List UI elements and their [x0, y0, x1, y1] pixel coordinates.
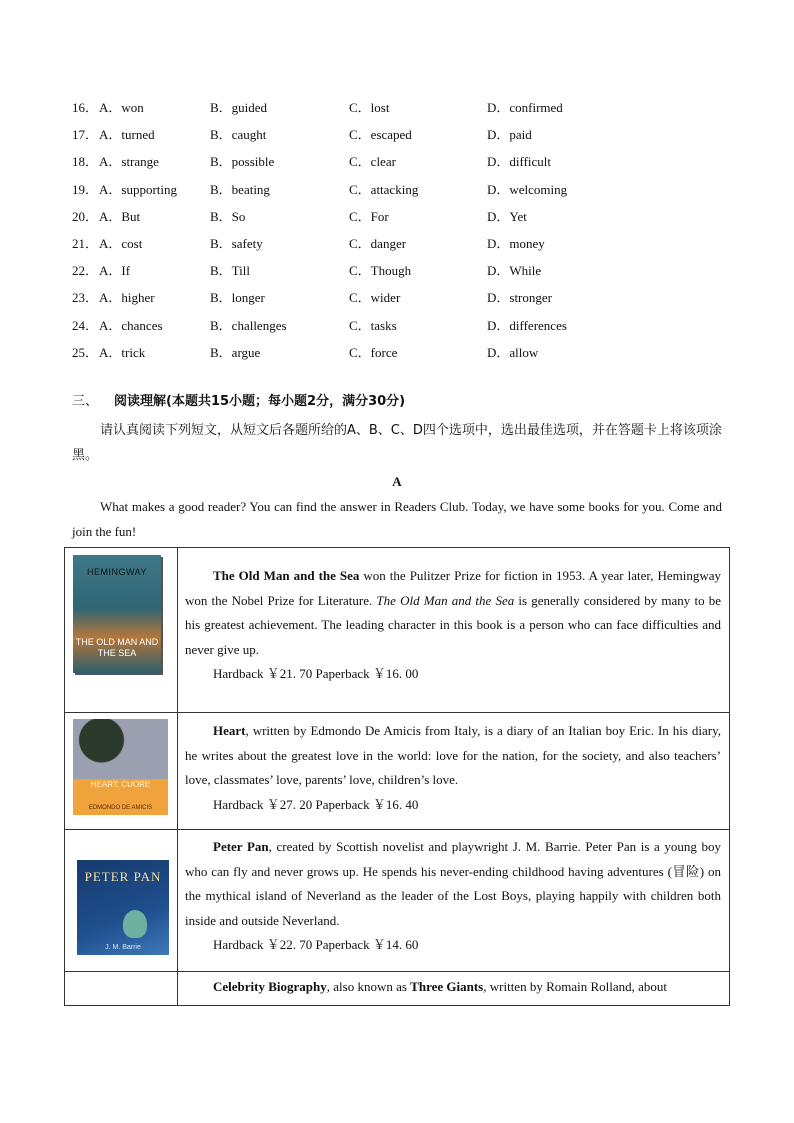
section-number: 三、 [72, 394, 99, 409]
option-row: 18． A．strange B．possible C．clear D．difficult [72, 154, 552, 170]
table-row [65, 548, 730, 713]
cover-author: J. M. Barrie [105, 944, 141, 951]
desc-text: is generally considered by many to be his greatest achievement. The leading character in this book is a person who can face difficulties and never give up. [185, 592, 722, 657]
book-title: Celebrity Biography [213, 979, 327, 994]
heart-cover-image [73, 719, 168, 815]
desc-text: , also known as [326, 979, 411, 994]
desc-text: , written by Edmondo De Amicis from Italy, is a diary of an Italian boy Eric. In his diary, he writes about the greatest love in the world: love for the nation, for the society, and also teachers’ love, classmates’ love, parents’ love, children’s love. [185, 723, 721, 788]
book-title-alt: Three Giants [410, 979, 484, 994]
book-price: Hardback ￥22. 70 Paperback ￥14. 60 [213, 937, 419, 953]
peter-pan-cover-image [77, 860, 169, 955]
cover-art [123, 910, 147, 938]
option-row: 22． A．If B．Till C．Though D．While [72, 263, 542, 279]
books-table [64, 547, 730, 1006]
passage-letter: A [392, 474, 402, 489]
cover-title: THE OLD MAN AND THE SEA [75, 637, 159, 658]
book-cover-cell [65, 972, 178, 1006]
option-row: 24． A．chances B．challenges C．tasks D．differences [72, 317, 567, 333]
book-cover-cell [65, 830, 178, 972]
book-description [185, 564, 721, 662]
section-instruction: 请认真阅读下列短文，从短文后各题所给的A、B、C、D四个选项中，选出最佳选项，并在答题卡上将该项涂黑。 [72, 423, 722, 463]
desc-text: won the Pulitzer Prize for fiction in 1953. A year later, Hemingway won the Nobel Prize for Literature. [185, 568, 721, 608]
option-row: 23． A．higher B．longer C．wider D．stronger [72, 290, 552, 306]
option-row: 21． A．cost B．safety C．danger D．money [72, 235, 545, 251]
book-cover-cell [65, 548, 178, 713]
section-heading [72, 390, 405, 409]
desc-italic-title: The Old Man and the Sea [376, 592, 515, 608]
options-list [72, 94, 732, 366]
table-row [65, 972, 730, 1006]
cover-author: HEMINGWAY [87, 567, 147, 577]
cover-title: HEART: CUORE [90, 780, 151, 789]
book-title: Peter Pan [213, 839, 269, 854]
cover-title: PETER PAN [84, 869, 162, 884]
desc-text: , created by Scottish novelist and playwright J. M. Barrie. Peter Pan is a young boy who can fly and never grows up. He spends his never-ending childhood having adventures (冒险) on the mythical island of Neverland as the leader of the Lost Boys, playing happily with children both inside and outside Neverland. [185, 839, 721, 928]
book-cover-cell [65, 713, 178, 830]
option-row: 25． A．trick B．argue C．force D．allow [72, 344, 539, 360]
option-row: 19． A．supporting B．beating C．attacking D．welcoming [72, 181, 568, 197]
book-description-cell [178, 548, 730, 713]
book-description-cell [178, 972, 730, 1006]
cover-art [73, 719, 168, 779]
option-row: 17． A．turned B．caught C．escaped D．paid [72, 127, 532, 143]
cover-author: EDMONDO DE AMICIS [88, 805, 153, 811]
passage-intro: What makes a good reader? You can find the answer in Readers Club. Today, we have some books for you. Come and join the fun! [72, 499, 722, 539]
table-row [65, 713, 730, 830]
book-description [185, 719, 721, 793]
book-title: The Old Man and the Sea [213, 568, 360, 583]
book-price: Hardback ￥27. 20 Paperback ￥16. 40 [213, 796, 419, 812]
book-description [185, 975, 721, 1000]
old-man-sea-cover-image [73, 555, 161, 673]
option-row: 16． A．won B．guided C．lost D．confirmed [72, 100, 563, 115]
section-title: 阅读理解(本题共15小题；每小题2分，满分30分) [114, 394, 406, 409]
book-title: Heart [213, 723, 246, 738]
desc-text: , written by Romain Rolland, about [483, 979, 668, 994]
option-row: 20． A．But B．So C．For D．Yet [72, 208, 527, 224]
book-price: Hardback ￥21. 70 Paperback ￥16. 00 [213, 666, 419, 682]
table-row [65, 830, 730, 972]
book-description-cell [178, 713, 730, 830]
book-description [185, 835, 721, 933]
book-description-cell [178, 830, 730, 972]
